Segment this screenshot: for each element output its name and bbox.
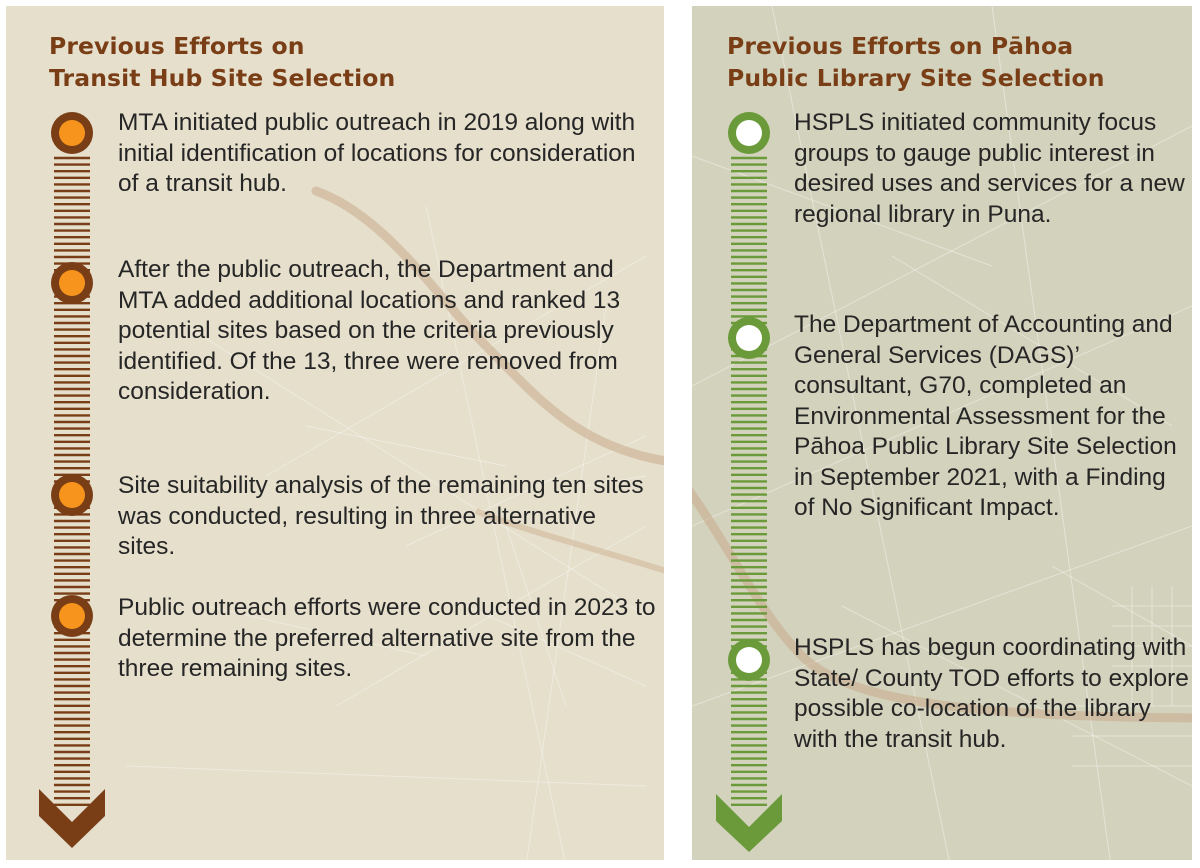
transit-hub-title <box>49 30 395 94</box>
timeline-marker <box>51 112 93 154</box>
timeline-marker <box>728 317 770 359</box>
library-step-2: The Department of Accounting and General Services (DAGS)’ consultant, G70, completed an Environmental Assessment for the Pāhoa Public Library Site Selection in September 2021, with a Finding of No Significant Impact. <box>794 311 1177 521</box>
transit-hub-step-3: Site suitability analysis of the remaining ten sites was conducted, resulting in three alternative sites. <box>118 472 644 560</box>
library-title-line1: Previous Efforts on Pāhoa <box>727 32 1074 60</box>
library-panel <box>692 6 1192 860</box>
timeline-rungs <box>731 158 767 805</box>
library-title <box>727 30 1105 94</box>
transit-hub-title-line1: Previous Efforts on <box>49 32 305 60</box>
timeline-arrow-down-icon <box>716 794 782 852</box>
timeline-marker <box>728 639 770 681</box>
timeline-marker <box>51 474 93 516</box>
timeline-marker <box>728 112 770 154</box>
library-title-line2: Public Library Site Selection <box>727 64 1105 92</box>
library-step-1: HSPLS initiated community focus groups to gauge public interest in desired uses and services for a new regional library in Puna. <box>794 109 1185 228</box>
timeline-marker <box>51 262 93 304</box>
library-timeline <box>716 106 796 856</box>
transit-hub-step-2: After the public outreach, the Department and MTA added additional locations and ranked 13 potential sites based on the criteria previously identified. Of the 13, three were removed from consideration. <box>118 256 621 405</box>
library-step-3: HSPLS has begun coordinating with State/ County TOD efforts to explore possible co-location of the library with the transit hub. <box>794 634 1189 753</box>
transit-hub-title-line2: Transit Hub Site Selection <box>49 64 396 92</box>
transit-hub-step-4: Public outreach efforts were conducted in 2023 to determine the preferred alternative site from the three remaining sites. <box>118 594 656 682</box>
transit-hub-step-1: MTA initiated public outreach in 2019 along with initial identification of locations for consideration of a transit hub. <box>118 109 636 197</box>
transit-hub-panel <box>6 6 664 860</box>
transit-hub-timeline <box>36 106 116 856</box>
timeline-marker <box>51 595 93 637</box>
